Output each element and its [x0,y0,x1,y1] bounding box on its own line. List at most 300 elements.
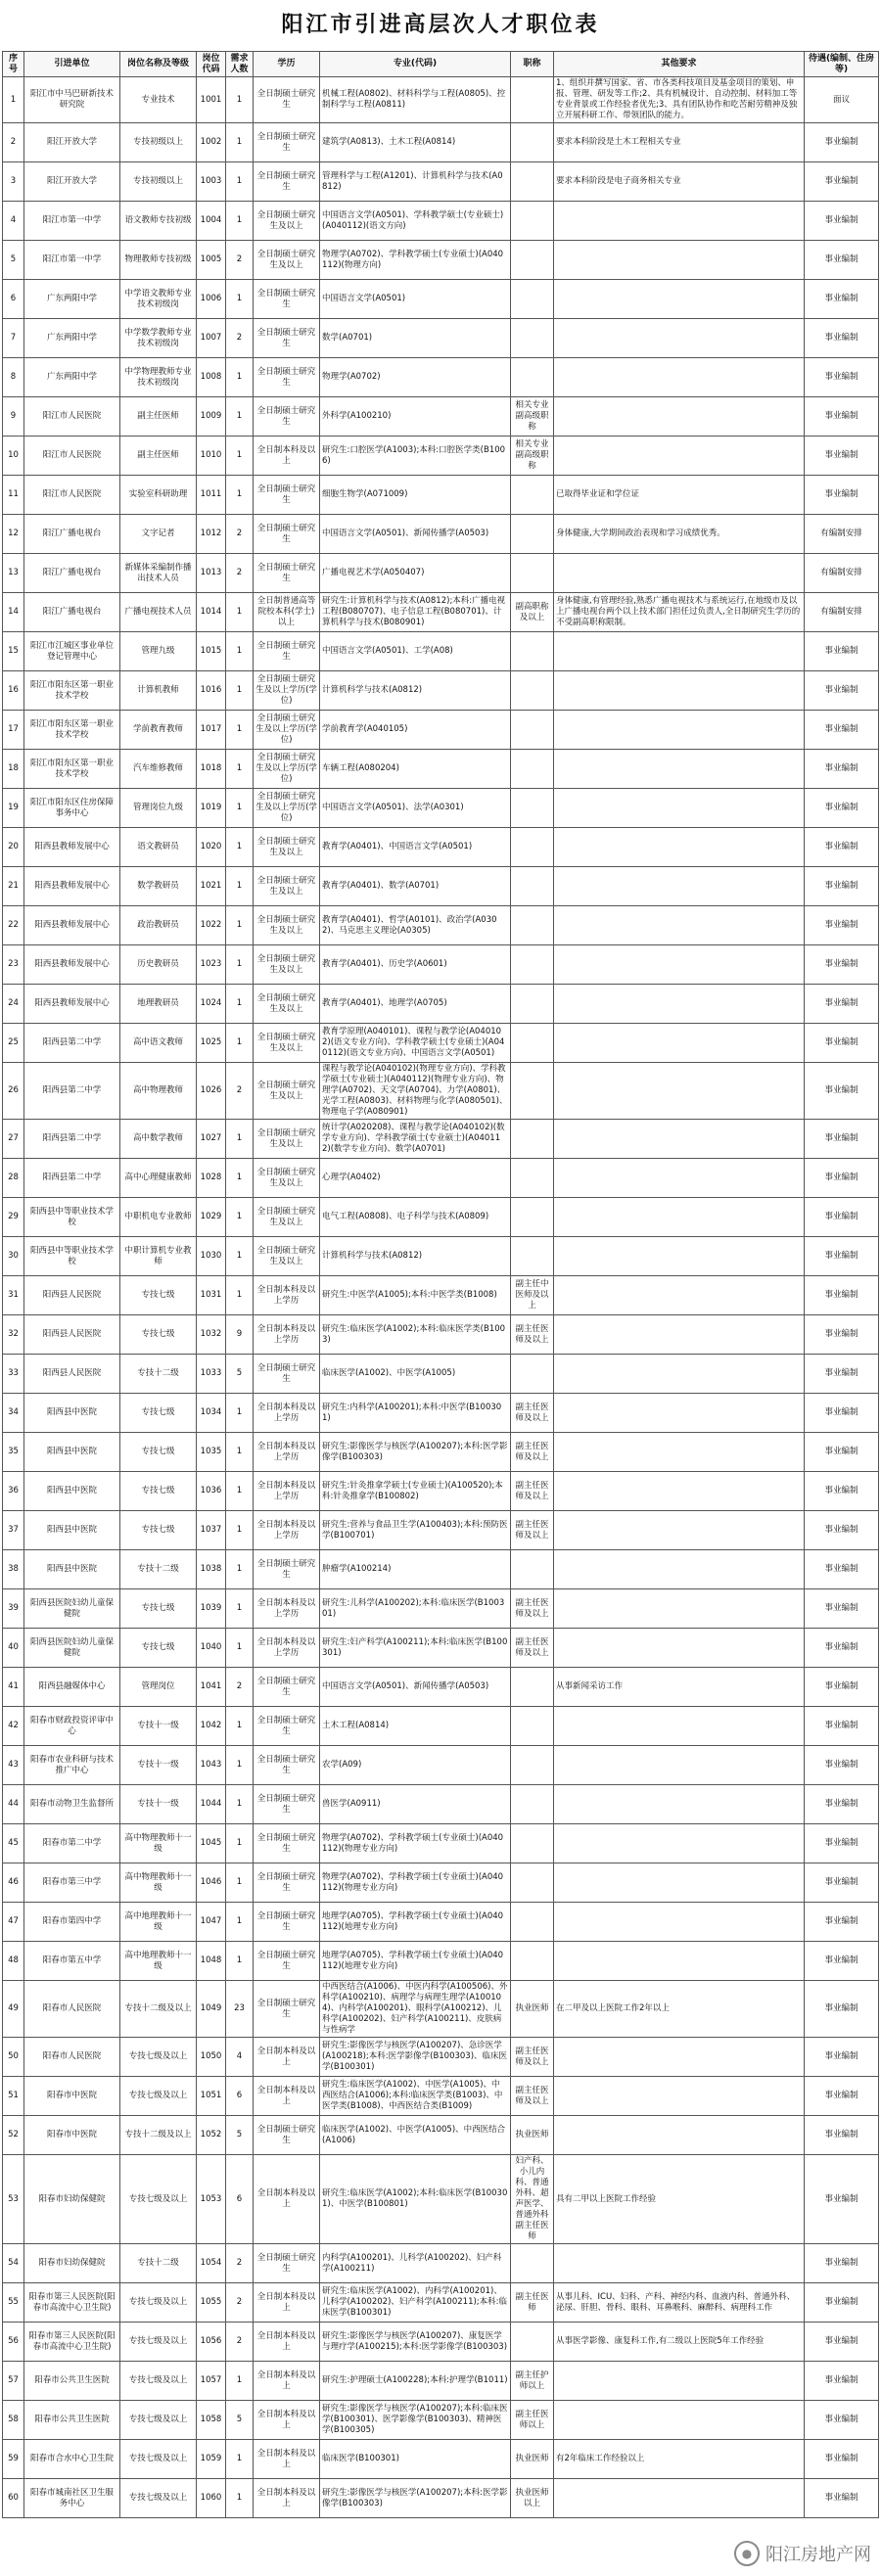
cell-headcount: 2 [226,2244,254,2283]
cell-position-code: 1043 [197,1746,226,1785]
cell-employer: 阳春市人民医院 [24,1981,120,2038]
cell-row-number: 16 [3,671,24,711]
cell-title-requirement [511,1024,554,1063]
cell-employer: 阳西县医院妇幼儿童保健院 [24,1589,120,1629]
cell-headcount: 1 [226,2479,254,2518]
cell-benefits: 事业编制 [805,1785,879,1824]
page-title: 阳江市引进高层次人才职位表 [281,13,600,37]
table-row [3,77,879,123]
watermark-text: 阳江房地产网 [765,2545,871,2565]
cell-major: 教育学(A0401)、中国语言文学(A0501) [320,828,511,867]
table-row [3,1024,879,1063]
cell-row-number: 25 [3,1024,24,1063]
cell-employer: 阳江市江城区事业单位登记管理中心 [24,632,120,671]
cell-position-name: 专技七级 [120,1589,197,1629]
table-row [3,1237,879,1276]
cell-title-requirement [511,867,554,906]
cell-major: 细胞生物学(A071009) [320,476,511,515]
cell-headcount: 1 [226,1120,254,1159]
cell-other-requirements [554,1394,805,1433]
cell-title-requirement [511,123,554,162]
cell-employer: 阳江市阳东区第一职业技术学校 [24,671,120,711]
cell-headcount: 1 [226,985,254,1024]
cell-employer: 阳春市人民医院 [24,2038,120,2077]
cell-major: 课程与教学论(A040102)(物理专业方向)、学科教学硕士(专业硕士)(A040112)(物理专业方向)、物理学(A0702)、天文学(A0704)、力学(A0801)、光学工程(A0803)、材料物理与化学(A080501)、物理电子学(A080901) [320,1063,511,1120]
table-row [3,593,879,632]
cell-headcount: 1 [226,632,254,671]
table-body [3,77,879,2518]
table-row [3,1276,879,1315]
cell-title-requirement [511,828,554,867]
cell-major: 广播电视艺术学(A050407) [320,554,511,593]
cell-position-name: 汽车维修教师 [120,750,197,789]
table-row [3,437,879,476]
cell-education: 全日制本科及以上 [254,2155,320,2244]
cell-benefits: 事业编制 [805,1237,879,1276]
cell-position-name: 专技十二级 [120,1355,197,1394]
cell-education: 全日制硕士研究生 [254,476,320,515]
cell-major: 中国语言文学(A0501)、新闻传播学(A0503) [320,1668,511,1707]
cell-major: 研究生:妇产科学(A100211);本科:临床医学(B100301) [320,1629,511,1668]
table-row [3,241,879,280]
cell-other-requirements: 1、组织并撰写国家、省、市各类科技项目及基金项目的策划、申报、管理、研发等工作;2、具有机械设计、自动控制、材料加工等专业背景或工作经验者优先;3、具有团队协作和吃苦耐劳精神及独立开展科研工作、带领团队的能力。 [554,77,805,123]
cell-headcount: 6 [226,2077,254,2116]
cell-major: 研究生:影像医学与核医学(A100207)、康复医学与理疗学(A100215);本科:医学影像学(B100303) [320,2323,511,2362]
cell-position-code: 1015 [197,632,226,671]
cell-position-code: 1017 [197,711,226,750]
table-row [3,1063,879,1120]
cell-employer: 阳春市中医院 [24,2077,120,2116]
cell-education: 全日制硕士研究生 [254,554,320,593]
cell-employer: 阳西县融媒体中心 [24,1668,120,1707]
cell-position-code: 1053 [197,2155,226,2244]
cell-position-code: 1020 [197,828,226,867]
cell-headcount: 1 [226,1785,254,1824]
table-row [3,554,879,593]
cell-education: 全日制本科及以上 [254,437,320,476]
cell-benefits: 事业编制 [805,1550,879,1589]
cell-employer: 阳春市第二中学 [24,1824,120,1863]
cell-position-code: 1033 [197,1355,226,1394]
cell-row-number: 14 [3,593,24,632]
cell-title-requirement [511,750,554,789]
cell-title-requirement [511,711,554,750]
cell-other-requirements [554,1237,805,1276]
cell-title-requirement [511,1707,554,1746]
cell-row-number: 53 [3,2155,24,2244]
cell-title-requirement [511,202,554,241]
cell-position-code: 1056 [197,2323,226,2362]
cell-education: 全日制硕士研究生及以上 [254,1120,320,1159]
cell-major: 农学(A09) [320,1746,511,1785]
cell-title-requirement: 执业医师 [511,1981,554,2038]
cell-headcount: 1 [226,593,254,632]
cell-education: 全日制本科及以上 [254,2077,320,2116]
cell-other-requirements [554,1472,805,1511]
cell-benefits: 事业编制 [805,1746,879,1785]
cell-employer: 阳西县教师发展中心 [24,867,120,906]
cell-headcount: 1 [226,202,254,241]
cell-row-number: 4 [3,202,24,241]
positions-table-wrapper [2,51,878,2518]
cell-other-requirements [554,750,805,789]
cell-position-name: 高中物理教师十一级 [120,1863,197,1903]
cell-row-number: 39 [3,1589,24,1629]
cell-title-requirement [511,632,554,671]
cell-benefits: 事业编制 [805,828,879,867]
cell-education: 全日制本科及以上 [254,2283,320,2323]
cell-major: 中国语言文学(A0501)、学科教学硕士(专业硕士)(A040112)(语文方向) [320,202,511,241]
cell-row-number: 18 [3,750,24,789]
cell-benefits: 事业编制 [805,1668,879,1707]
cell-major: 研究生:儿科学(A100202);本科:临床医学(B100301) [320,1589,511,1629]
cell-position-code: 1004 [197,202,226,241]
cell-title-requirement [511,789,554,828]
cell-position-name: 专技七级及以上 [120,2323,197,2362]
table-row [3,945,879,985]
cell-title-requirement [511,1159,554,1198]
cell-headcount: 2 [226,2283,254,2323]
cell-employer: 阳西县第二中学 [24,1120,120,1159]
cell-benefits: 事业编制 [805,1024,879,1063]
cell-position-name: 政治教研员 [120,906,197,945]
cell-education: 全日制硕士研究生 [254,1707,320,1746]
cell-benefits: 事业编制 [805,1707,879,1746]
cell-position-code: 1038 [197,1550,226,1589]
cell-major: 统计学(A020208)、课程与教学论(A040102)(数学专业方向)、学科教学硕士(专业硕士)(A040112)(数学专业方向)、数学(A0701) [320,1120,511,1159]
cell-major: 教育学原理(A040101)、课程与教学论(A040102)(语文专业方向)、学科教学硕士(专业硕士)(A040112)(语文专业方向)、中国语言文学(A0501) [320,1024,511,1063]
cell-education: 全日制本科及以上学历 [254,1276,320,1315]
cell-major: 研究生:影像医学与核医学(A100207);本科:医学影像学(B100303) [320,2479,511,2518]
cell-position-code: 1021 [197,867,226,906]
cell-major: 研究生:营养与食品卫生学(A100403);本科:预防医学(B100701) [320,1511,511,1550]
cell-title-requirement [511,319,554,358]
cell-benefits: 事业编制 [805,2155,879,2244]
cell-benefits: 事业编制 [805,2323,879,2362]
cell-row-number: 3 [3,162,24,202]
cell-position-name: 管理九级 [120,632,197,671]
cell-row-number: 12 [3,515,24,554]
cell-headcount: 1 [226,906,254,945]
cell-employer: 阳西县中医院 [24,1550,120,1589]
cell-employer: 阳西县第二中学 [24,1159,120,1198]
cell-other-requirements [554,1511,805,1550]
cell-position-name: 中学语文教师专业技术初级岗 [120,280,197,319]
cell-benefits: 事业编制 [805,202,879,241]
cell-major: 研究生:中医学(A1005);本科:中医学类(B1008) [320,1276,511,1315]
table-row [3,319,879,358]
table-row [3,906,879,945]
cell-row-number: 6 [3,280,24,319]
table-row [3,2283,879,2323]
chat-icon: ● [734,2541,760,2566]
cell-position-name: 历史教研员 [120,945,197,985]
cell-row-number: 37 [3,1511,24,1550]
cell-employer: 阳西县第二中学 [24,1024,120,1063]
cell-education: 全日制硕士研究生 [254,632,320,671]
cell-benefits: 事业编制 [805,711,879,750]
cell-position-name: 中学物理教师专业技术初级岗 [120,358,197,397]
table-row [3,1863,879,1903]
cell-headcount: 5 [226,1355,254,1394]
cell-benefits: 事业编制 [805,1903,879,1942]
cell-education: 全日制硕士研究生及以上 [254,1024,320,1063]
cell-employer: 阳春市中医院 [24,2116,120,2155]
cell-row-number: 24 [3,985,24,1024]
cell-major: 教育学(A0401)、数学(A0701) [320,867,511,906]
cell-title-requirement [511,1198,554,1237]
cell-position-code: 1035 [197,1433,226,1472]
cell-title-requirement [511,1863,554,1903]
cell-employer: 阳西县人民医院 [24,1276,120,1315]
cell-major: 临床医学(A1002)、中医学(A1005) [320,1355,511,1394]
cell-other-requirements [554,241,805,280]
cell-position-code: 1049 [197,1981,226,2038]
cell-other-requirements [554,1159,805,1198]
cell-employer: 阳春市合水中心卫生院 [24,2440,120,2479]
table-row [3,789,879,828]
cell-education: 全日制硕士研究生及以上 [254,202,320,241]
cell-benefits: 事业编制 [805,2401,879,2440]
cell-employer: 阳江市第一中学 [24,241,120,280]
cell-headcount: 1 [226,1824,254,1863]
cell-education: 全日制本科及以上学历 [254,1589,320,1629]
cell-major: 管理科学与工程(A1201)、计算机科学与技术(A0812) [320,162,511,202]
cell-position-name: 专技七级及以上 [120,2362,197,2401]
table-row [3,1198,879,1237]
cell-employer: 阳西县中医院 [24,1394,120,1433]
cell-employer: 阳春市财政投资评审中心 [24,1707,120,1746]
cell-position-code: 1050 [197,2038,226,2077]
cell-title-requirement: 副主任医师及以上 [511,1394,554,1433]
cell-position-name: 专技十一级 [120,1707,197,1746]
cell-row-number: 11 [3,476,24,515]
cell-other-requirements: 具有二甲以上医院工作经验 [554,2155,805,2244]
cell-row-number: 10 [3,437,24,476]
table-row [3,1159,879,1198]
cell-position-code: 1010 [197,437,226,476]
cell-education: 全日制硕士研究生及以上学历(学位) [254,789,320,828]
cell-education: 全日制硕士研究生 [254,397,320,437]
cell-position-code: 1048 [197,1942,226,1981]
cell-major: 研究生:临床医学(A1002)、中医学(A1005)、中西医结合(A1006);本科:临床医学类(B1003)、中医学类(B1008)、中西医结合类(B1009) [320,2077,511,2116]
cell-position-name: 专技七级 [120,1433,197,1472]
cell-other-requirements [554,2116,805,2155]
cell-row-number: 50 [3,2038,24,2077]
cell-benefits: 面议 [805,77,879,123]
cell-row-number: 26 [3,1063,24,1120]
cell-benefits: 事业编制 [805,1589,879,1629]
cell-headcount: 2 [226,1668,254,1707]
table-row [3,2401,879,2440]
cell-major: 地理学(A0705)、学科教学硕士(专业硕士)(A040112)(地理专业方向) [320,1903,511,1942]
cell-other-requirements: 要求本科阶段是电子商务相关专业 [554,162,805,202]
cell-headcount: 1 [226,1746,254,1785]
cell-major: 研究生:临床医学(A1002);本科:临床医学类(B1003) [320,1315,511,1355]
cell-row-number: 13 [3,554,24,593]
cell-position-name: 专技七级 [120,1315,197,1355]
cell-position-name: 高中地理教师十一级 [120,1942,197,1981]
cell-other-requirements [554,2479,805,2518]
cell-title-requirement [511,1746,554,1785]
cell-headcount: 1 [226,1707,254,1746]
cell-other-requirements: 已取得毕业证和学位证 [554,476,805,515]
table-row [3,2077,879,2116]
cell-employer: 阳春市妇幼保健院 [24,2244,120,2283]
cell-title-requirement [511,554,554,593]
cell-major: 研究生:内科学(A100201);本科:中医学(B100301) [320,1394,511,1433]
cell-benefits: 事业编制 [805,2077,879,2116]
cell-benefits: 事业编制 [805,437,879,476]
cell-headcount: 2 [226,241,254,280]
cell-education: 全日制硕士研究生 [254,1550,320,1589]
cell-position-name: 高中数学教师 [120,1120,197,1159]
cell-headcount: 1 [226,397,254,437]
cell-headcount: 1 [226,828,254,867]
cell-position-code: 1003 [197,162,226,202]
cell-position-code: 1052 [197,2116,226,2155]
cell-headcount: 1 [226,1589,254,1629]
cell-row-number: 8 [3,358,24,397]
cell-benefits: 事业编制 [805,750,879,789]
cell-major: 临床医学(B100301) [320,2440,511,2479]
cell-benefits: 事业编制 [805,1433,879,1472]
cell-major: 研究生:影像医学与核医学(A100207)、急诊医学(A100218);本科:医学影像学(B100303)、临床医学(B100301) [320,2038,511,2077]
table-row [3,1903,879,1942]
cell-other-requirements: 从事儿科、ICU、妇科、产科、神经内科、血液内科、普通外科、泌尿、肝胆、骨科、眼科、耳鼻喉科、麻醉科、病理科工作 [554,2283,805,2323]
cell-other-requirements [554,1063,805,1120]
table-row [3,1550,879,1589]
cell-headcount: 1 [226,280,254,319]
table-row [3,985,879,1024]
cell-headcount: 1 [226,1237,254,1276]
cell-other-requirements [554,2038,805,2077]
cell-other-requirements: 要求本科阶段是土木工程相关专业 [554,123,805,162]
cell-title-requirement: 副高职称及以上 [511,593,554,632]
cell-row-number: 15 [3,632,24,671]
cell-education: 全日制硕士研究生 [254,77,320,123]
cell-benefits: 事业编制 [805,358,879,397]
cell-row-number: 40 [3,1629,24,1668]
cell-headcount: 1 [226,476,254,515]
cell-position-name: 高中物理教师十一级 [120,1824,197,1863]
cell-headcount: 1 [226,867,254,906]
cell-position-name: 地理教研员 [120,985,197,1024]
cell-position-name: 专技七级及以上 [120,2077,197,2116]
cell-employer: 阳江市人民医院 [24,397,120,437]
cell-employer: 阳春市第三中学 [24,1863,120,1903]
cell-major: 数学(A0701) [320,319,511,358]
cell-row-number: 2 [3,123,24,162]
cell-position-code: 1044 [197,1785,226,1824]
column-header: 岗位代码 [197,52,226,77]
cell-row-number: 27 [3,1120,24,1159]
cell-employer: 阳江市阳东区第一职业技术学校 [24,750,120,789]
cell-benefits: 事业编制 [805,632,879,671]
table-row [3,867,879,906]
cell-employer: 阳西县教师发展中心 [24,945,120,985]
cell-position-name: 专技七级及以上 [120,2155,197,2244]
cell-position-code: 1047 [197,1903,226,1942]
cell-other-requirements [554,1589,805,1629]
table-row [3,1707,879,1746]
column-header: 待遇(编制、住房等) [805,52,879,77]
table-row [3,1589,879,1629]
cell-other-requirements [554,1863,805,1903]
cell-title-requirement [511,1355,554,1394]
cell-employer: 阳西县中等职业技术学校 [24,1237,120,1276]
cell-row-number: 57 [3,2362,24,2401]
cell-employer: 阳西县中医院 [24,1511,120,1550]
cell-position-name: 管理岗位 [120,1668,197,1707]
cell-major: 中国语言文学(A0501) [320,280,511,319]
cell-row-number: 48 [3,1942,24,1981]
cell-education: 全日制本科及以上 [254,2323,320,2362]
cell-employer: 阳西县教师发展中心 [24,828,120,867]
cell-benefits: 事业编制 [805,319,879,358]
cell-employer: 阳江市人民医院 [24,437,120,476]
cell-major: 建筑学(A0813)、土木工程(A0814) [320,123,511,162]
cell-position-name: 专技七级 [120,1394,197,1433]
cell-benefits: 有编制安排 [805,515,879,554]
positions-table [2,51,879,2518]
cell-row-number: 41 [3,1668,24,1707]
cell-employer: 阳春市农业科研与技术推广中心 [24,1746,120,1785]
cell-position-code: 1006 [197,280,226,319]
cell-position-code: 1025 [197,1024,226,1063]
cell-position-name: 专技十一级 [120,1785,197,1824]
cell-position-name: 专技十二级 [120,2244,197,2283]
cell-position-code: 1031 [197,1276,226,1315]
cell-row-number: 47 [3,1903,24,1942]
cell-headcount: 1 [226,671,254,711]
cell-position-name: 副主任医师 [120,437,197,476]
cell-position-code: 1032 [197,1315,226,1355]
cell-other-requirements [554,1942,805,1981]
cell-other-requirements [554,202,805,241]
table-row [3,1824,879,1863]
cell-employer: 阳西县人民医院 [24,1315,120,1355]
cell-education: 全日制硕士研究生 [254,280,320,319]
cell-other-requirements: 在二甲及以上医院工作2年以上 [554,1981,805,2038]
cell-major: 教育学(A0401)、哲学(A0101)、政治学(A0302)、马克思主义理论(A0305) [320,906,511,945]
cell-other-requirements: 从事新闻采访工作 [554,1668,805,1707]
column-header: 需求人数 [226,52,254,77]
cell-other-requirements [554,1785,805,1824]
cell-major: 土木工程(A0814) [320,1707,511,1746]
cell-row-number: 36 [3,1472,24,1511]
cell-education: 全日制本科及以上 [254,2038,320,2077]
cell-headcount: 5 [226,2401,254,2440]
cell-position-name: 专技十二级及以上 [120,1981,197,2038]
table-row [3,162,879,202]
cell-position-name: 专技十一级 [120,1746,197,1785]
cell-other-requirements: 身体健康,大学期间政治表现和学习成绩优秀。 [554,515,805,554]
cell-education: 全日制本科及以上 [254,2362,320,2401]
cell-employer: 广东两阳中学 [24,358,120,397]
cell-benefits: 事业编制 [805,476,879,515]
cell-position-code: 1012 [197,515,226,554]
column-header: 专业(代码) [320,52,511,77]
cell-title-requirement [511,515,554,554]
cell-benefits: 事业编制 [805,1120,879,1159]
cell-major: 教育学(A0401)、历史学(A0601) [320,945,511,985]
cell-position-code: 1029 [197,1198,226,1237]
cell-position-code: 1028 [197,1159,226,1198]
cell-headcount: 1 [226,437,254,476]
cell-title-requirement [511,1668,554,1707]
cell-position-code: 1030 [197,1237,226,1276]
